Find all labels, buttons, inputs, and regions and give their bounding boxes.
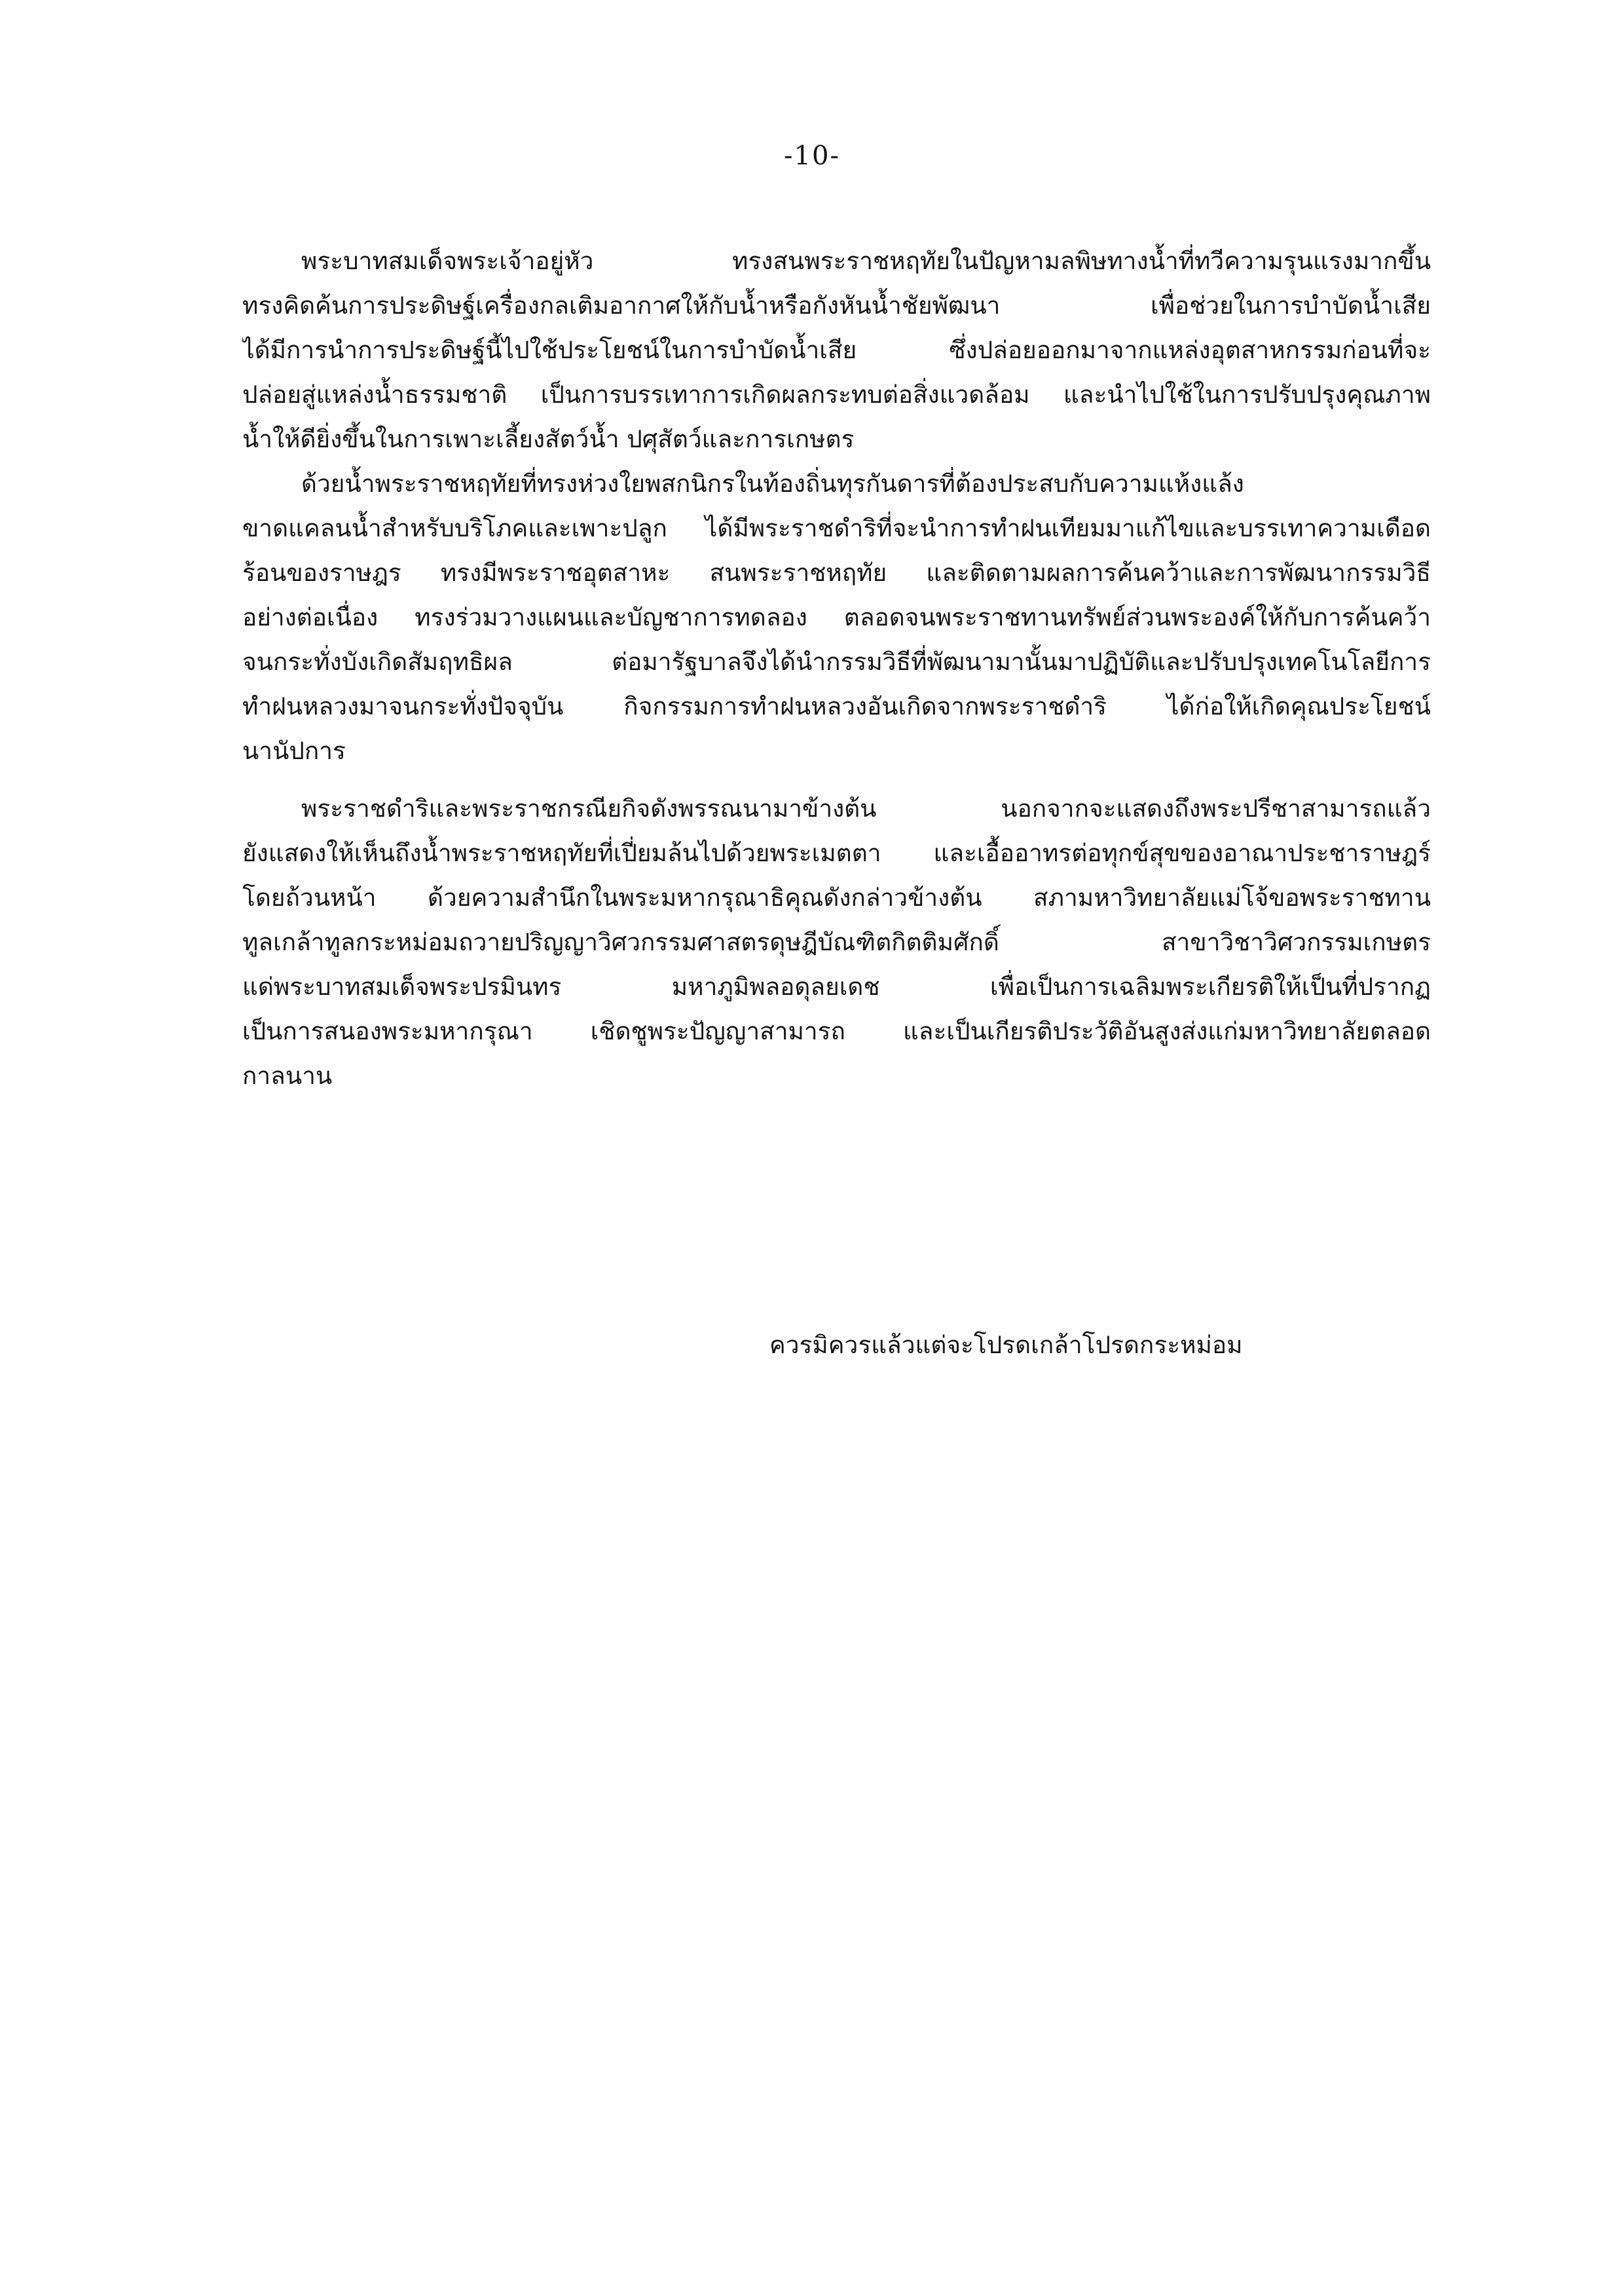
text-line: ทรงคิดค้นการประดิษฐ์เครื่องกลเติมอากาศให้กับน้ำหรือกังหันน้ำชัยพัฒนา เพื่อช่วยในการบำบัดน้ำเสีย xyxy=(242,291,1431,320)
text-line: พระบาทสมเด็จพระเจ้าอยู่หัว ทรงสนพระราชหฤทัยในปัญหามลพิษทางน้ำที่ทวีความรุนแรงมากขึ้น xyxy=(301,247,1431,275)
paragraph-2 xyxy=(242,462,1431,774)
text-line: เป็นการสนองพระมหากรุณา เชิดชูพระปัญญาสามารถ และเป็นเกียรติประวัติอันสูงส่งแก่มหาวิทยาลัยตลอด xyxy=(242,1017,1431,1045)
text-line: แด่พระบาทสมเด็จพระปรมินทร มหาภูมิพลอดุลยเดช เพื่อเป็นการเฉลิมพระเกียรติให้เป็นที่ปรากฏ xyxy=(242,973,1431,1001)
text-line: โดยถ้วนหน้า ด้วยความสำนึกในพระมหากรุณาธิคุณดังกล่าวข้างต้น สภามหาวิทยาลัยแม่โจ้ขอพระราชทาน xyxy=(242,884,1431,912)
paragraph-gap xyxy=(242,774,1431,787)
paragraph-1 xyxy=(242,239,1431,462)
text-line: ปล่อยสู่แหล่งน้ำธรรมชาติ เป็นการบรรเทาการเกิดผลกระทบต่อสิ่งแวดล้อม และนำไปใช้ในการปรับปรุงคุณภาพ xyxy=(242,381,1431,409)
text-line: ขาดแคลนน้ำสำหรับบริโภคและเพาะปลูก ได้มีพระราชดำริที่จะนำการทำฝนเทียมมาแก้ไขและบรรเทาความเดือด xyxy=(242,514,1431,542)
paragraph-3 xyxy=(242,787,1431,1098)
text-line: นานัปการ xyxy=(242,737,346,765)
text-line: พระราชดำริและพระราชกรณียกิจดังพรรณนามาข้างต้น นอกจากจะแสดงถึงพระปรีชาสามารถแล้ว xyxy=(301,794,1431,823)
text-line: ด้วยน้ำพระราชหฤทัยที่ทรงห่วงใยพสกนิกรในท้องถิ่นทุรกันดารที่ต้องประสบกับความแห้งแล้ง xyxy=(301,470,1244,498)
text-line: กาลนาน xyxy=(242,1062,333,1090)
text-line: น้ำให้ดียิ่งขึ้นในการเพาะเลี้ยงสัตว์น้ำ ปศุสัตว์และการเกษตร xyxy=(242,425,855,453)
text-line: จนกระทั่งบังเกิดสัมฤทธิผล ต่อมารัฐบาลจึงได้นำกรรมวิธีที่พัฒนามานั้นมาปฏิบัติและปรับปรุงเทคโนโลยีการ xyxy=(242,648,1431,676)
closing-phrase: ควรมิควรแล้วแต่จะโปรดเกล้าโปรดกระหม่อม xyxy=(769,1331,1243,1359)
text-line: ทูลเกล้าทูลกระหม่อมถวายปริญญาวิศวกรรมศาสตรดุษฎีบัณฑิตกิตติมศักดิ์ สาขาวิชาวิศวกรรมเกษตร xyxy=(242,928,1431,956)
text-line: ยังแสดงให้เห็นถึงน้ำพระราชหฤทัยที่เปี่ยมล้นไปด้วยพระเมตตา และเอื้ออาทรต่อทุกข์สุขของอาณาประชาราษฎร์ xyxy=(242,839,1431,867)
text-line: ทำฝนหลวงมาจนกระทั่งปัจจุบัน กิจกรรมการทำฝนหลวงอันเกิดจากพระราชดำริ ได้ก่อให้เกิดคุณประโยชน์ xyxy=(242,692,1431,720)
text-line: ร้อนของราษฎร ทรงมีพระราชอุตสาหะ สนพระราชหฤทัย และติดตามผลการค้นคว้าและการพัฒนากรรมวิธี xyxy=(242,559,1431,587)
body-text xyxy=(242,239,1431,1098)
text-line: ได้มีการนำการประดิษฐ์นี้ไปใช้ประโยชน์ในการบำบัดน้ำเสีย ซึ่งปล่อยออกมาจากแหล่งอุตสาหกรรมก่อนที่จะ xyxy=(242,336,1431,364)
text-line: อย่างต่อเนื่อง ทรงร่วมวางแผนและบัญชาการทดลอง ตลอดจนพระราชทานทรัพย์ส่วนพระองค์ให้กับการค้นคว้า xyxy=(242,603,1431,631)
page-number: -10- xyxy=(784,141,840,171)
